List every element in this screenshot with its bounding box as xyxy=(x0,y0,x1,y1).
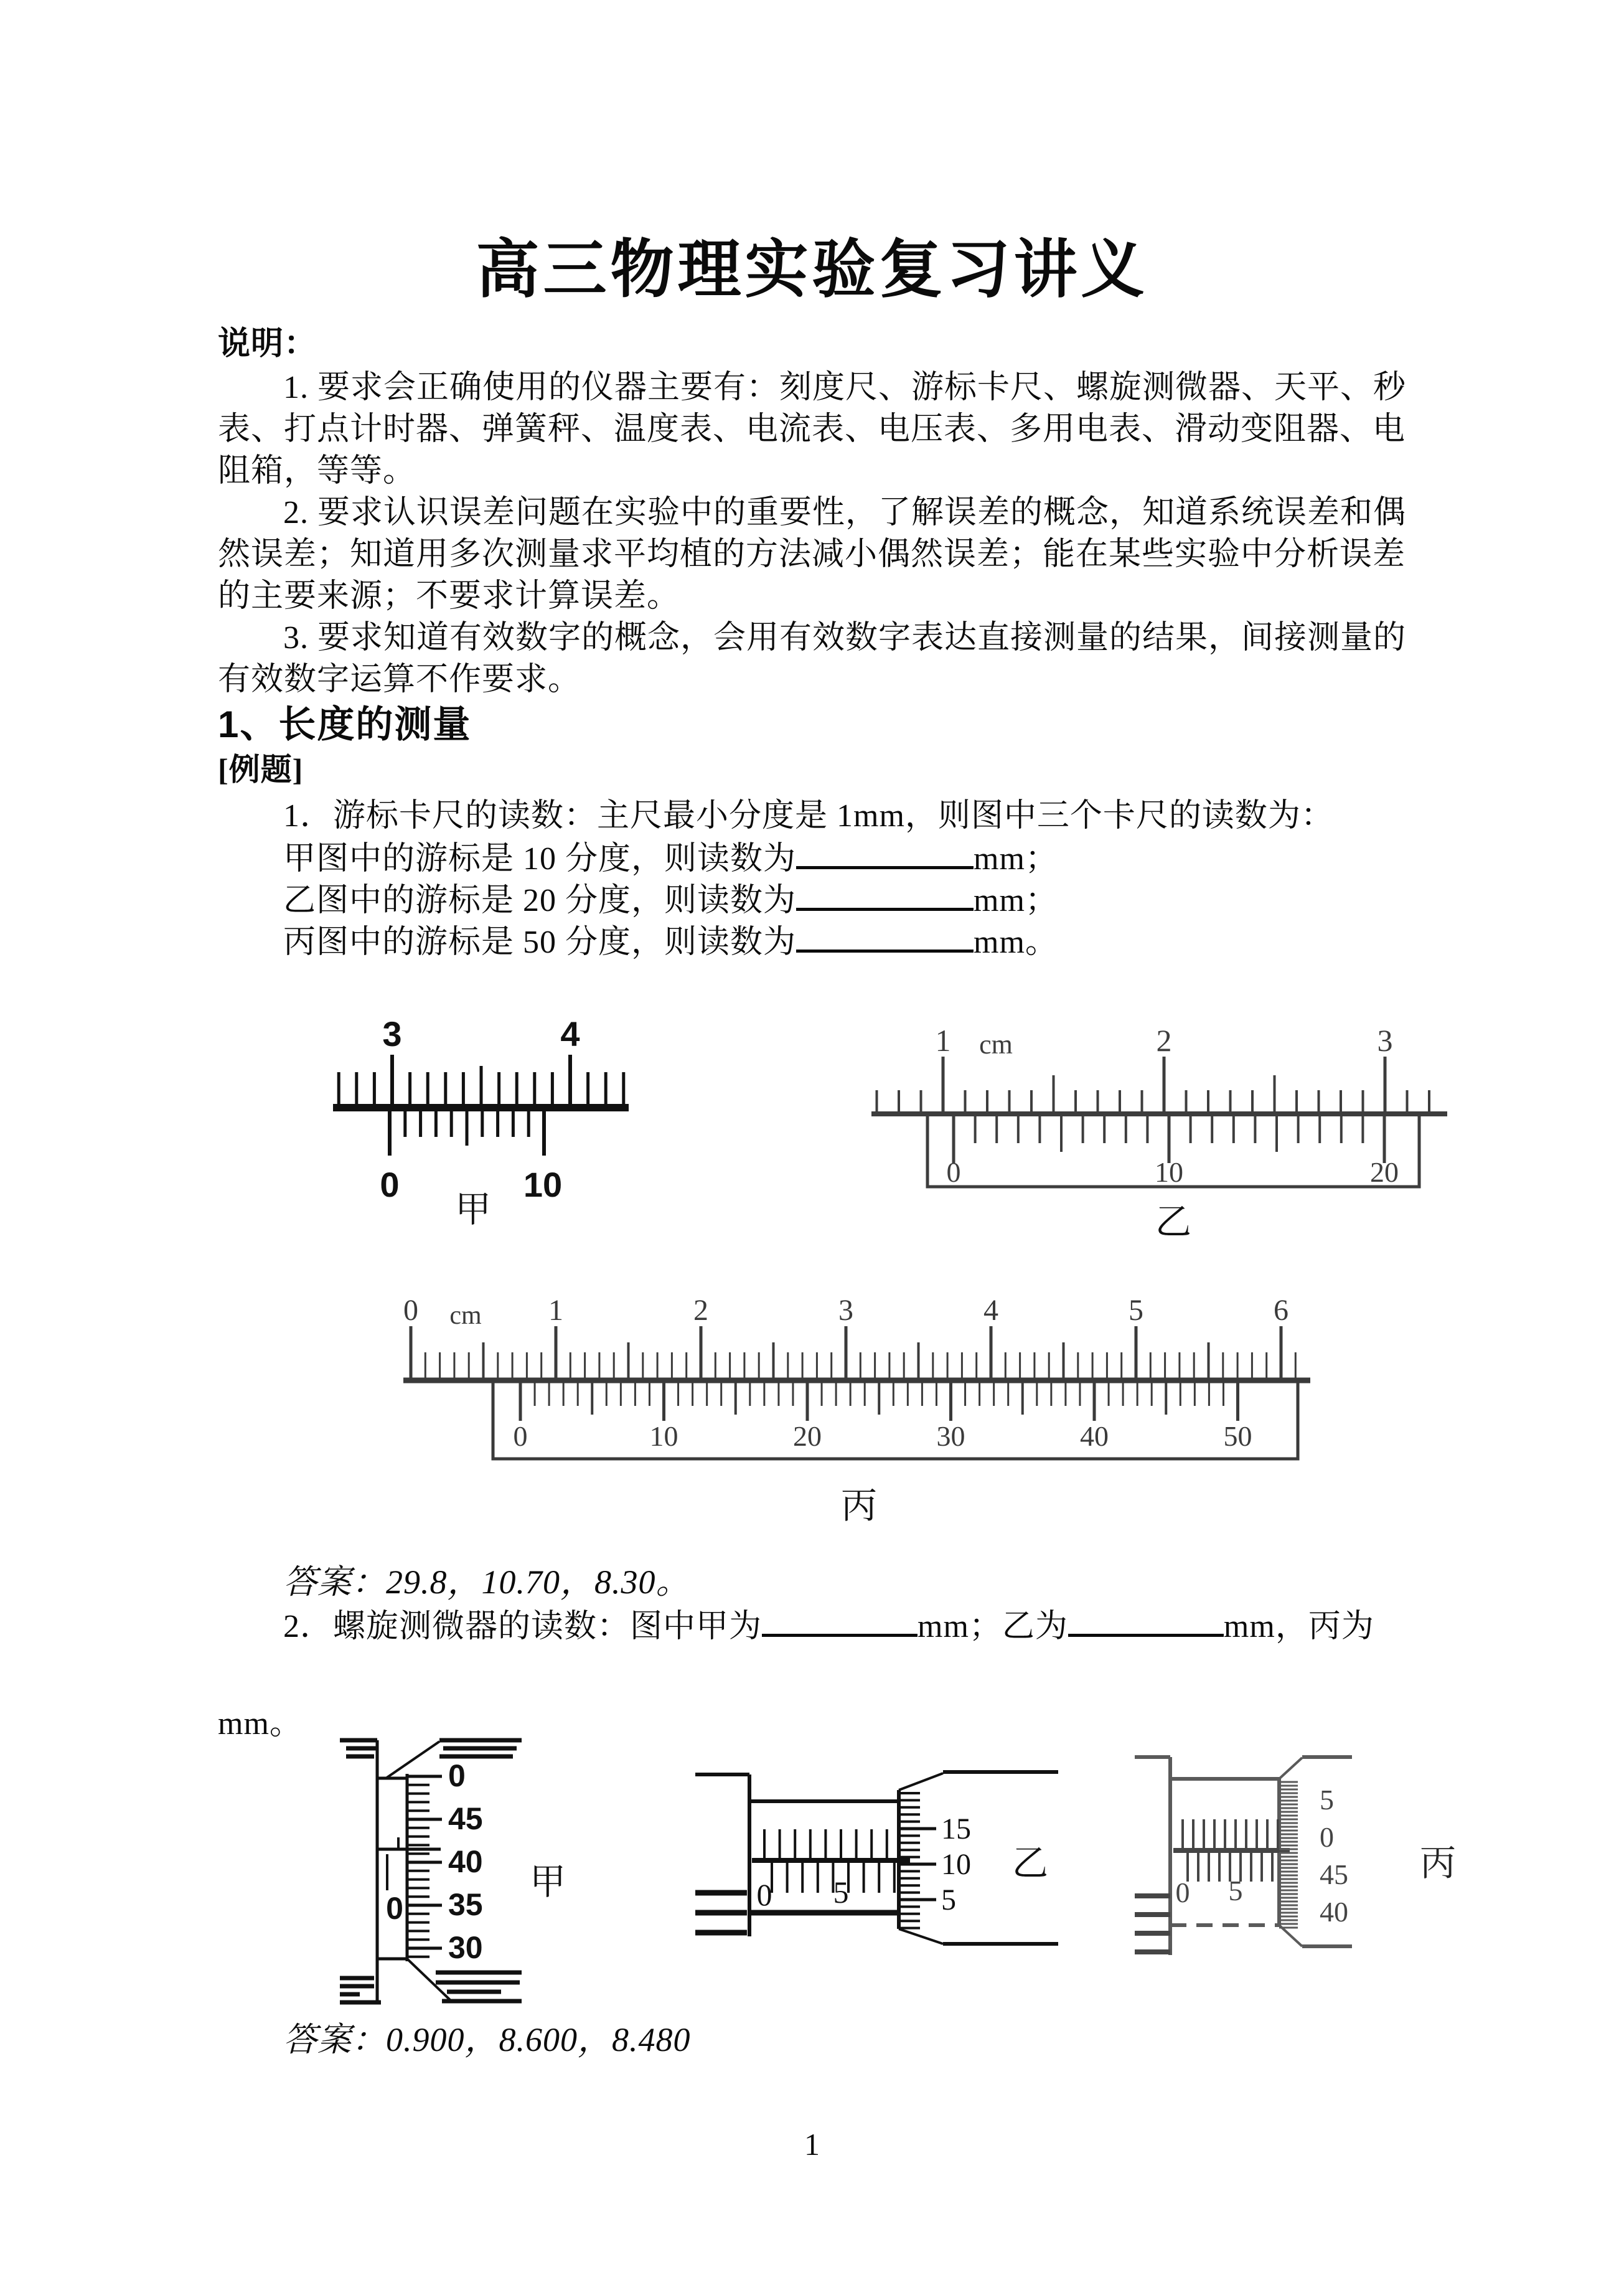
intro-p2-line2: 然误差；知道用多次测量求平均植的方法减小偶然误差；能在某些实验中分析误差 xyxy=(218,537,1406,572)
q1-bing-pre: 丙图中的游标是 50 分度，则读数为 xyxy=(283,925,797,960)
caliper-yi-vernier-number: 10 xyxy=(1155,1156,1183,1188)
micrometer-yi-thimble-number: 5 xyxy=(941,1883,956,1916)
caliper-bing-vernier-number: 20 xyxy=(793,1420,822,1452)
caliper-yi-caption: 乙 xyxy=(1155,1202,1192,1242)
caliper-yi-unit-label: cm xyxy=(979,1029,1013,1060)
caliper-bing-vernier-number: 50 xyxy=(1223,1420,1252,1452)
micrometer-jia-thimble-number: 30 xyxy=(448,1930,483,1965)
q1-yi-post: mm； xyxy=(974,883,1058,918)
intro-p3-line1: 3. 要求知道有效数字的概念，会用有效数字表达直接测量的结果，间接测量的 xyxy=(283,620,1407,656)
caliper-bing-main-number: 1 xyxy=(548,1294,563,1327)
micrometer-bing-thimble-number: 0 xyxy=(1320,1821,1334,1853)
caliper-yi-main-number: 3 xyxy=(1377,1023,1393,1058)
micrometer-jia-thimble-number: 0 xyxy=(448,1758,466,1793)
caliper-bing-unit-label: cm xyxy=(449,1301,482,1330)
q2-mid1: mm；乙为 xyxy=(918,1609,1068,1644)
caliper-bing-main-number: 5 xyxy=(1129,1294,1143,1327)
caliper-bing-main-number: 6 xyxy=(1274,1294,1288,1327)
caliper-jia-main-number: 4 xyxy=(560,1014,580,1053)
example-tag: [例题] xyxy=(218,752,304,787)
caliper-yi-main-number: 2 xyxy=(1156,1023,1172,1058)
q1-intro: 1．游标卡尺的读数：主尺最小分度是 1mm，则图中三个卡尺的读数为： xyxy=(283,798,1334,834)
q2-pre: 2．螺旋测微器的读数：图中甲为 xyxy=(283,1609,763,1644)
intro-p2-line1: 2. 要求认识误差问题在实验中的重要性，了解误差的概念，知道系统误差和偶 xyxy=(283,495,1407,530)
micrometer-bing-sleeve-number: 0 xyxy=(1175,1877,1190,1908)
q2-mid2: mm，丙为 xyxy=(1223,1609,1374,1644)
page-title: 高三物理实验复习讲义 xyxy=(476,234,1148,305)
caliper-yi-figure xyxy=(871,1023,1447,1242)
caliper-bing-main-number: 2 xyxy=(693,1294,708,1327)
caliper-bing-vernier-number: 40 xyxy=(1080,1420,1109,1452)
micrometer-bing-thimble-number: 45 xyxy=(1320,1859,1348,1890)
micrometer-yi-figure xyxy=(695,1772,1058,1944)
q2-answer: 答案：0.900，8.600，8.480 xyxy=(283,2021,691,2058)
q1-yi-pre: 乙图中的游标是 20 分度，则读数为 xyxy=(283,883,797,918)
caliper-bing-main-number: 3 xyxy=(838,1294,853,1327)
intro-p1-line2: 表、打点计时器、弹簧秤、温度表、电流表、电压表、多用电表、滑动变阻器、电 xyxy=(218,412,1406,447)
q2-line-tail: mm。 xyxy=(218,1706,303,1741)
q1-answer: 答案：29.8，10.70，8.30。 xyxy=(283,1563,690,1601)
micrometer-yi-caption: 乙 xyxy=(1011,1843,1049,1883)
caliper-bing-main-number: 4 xyxy=(983,1294,998,1327)
caliper-yi-vernier-number: 0 xyxy=(946,1156,961,1188)
caliper-yi-vernier-number: 20 xyxy=(1370,1156,1399,1188)
micrometer-bing-thimble-number: 40 xyxy=(1320,1896,1348,1928)
caliper-bing-vernier-number: 0 xyxy=(513,1420,528,1452)
caliper-yi-main-number: 1 xyxy=(935,1023,951,1058)
micrometer-yi-thimble-number: 15 xyxy=(941,1812,971,1845)
caliper-bing-main-number: 0 xyxy=(403,1294,418,1327)
micrometer-bing-thimble-number: 5 xyxy=(1320,1784,1334,1816)
caliper-bing-vernier-number: 30 xyxy=(936,1420,965,1452)
micrometer-yi-sleeve-number: 5 xyxy=(833,1875,849,1910)
caliper-bing-vernier-number: 10 xyxy=(649,1420,678,1452)
caliper-jia-main-number: 3 xyxy=(382,1014,402,1053)
intro-p1-line1: 1. 要求会正确使用的仪器主要有：刻度尺、游标卡尺、螺旋测微器、天平、秒 xyxy=(283,370,1407,405)
q1-bing-post: mm。 xyxy=(974,925,1058,960)
micrometer-jia-thimble-number: 35 xyxy=(448,1887,483,1922)
caliper-jia-figure xyxy=(333,1014,629,1230)
micrometer-jia-caption: 甲 xyxy=(529,1862,566,1902)
caliper-bing-caption: 丙 xyxy=(840,1486,878,1526)
q1-jia-pre: 甲图中的游标是 10 分度，则读数为 xyxy=(283,841,797,877)
micrometer-jia-thimble-number: 40 xyxy=(448,1844,483,1879)
intro-p1-line3: 阻箱，等等。 xyxy=(218,453,416,489)
intro-heading: 说明： xyxy=(218,326,317,362)
q1-jia-post: mm； xyxy=(974,841,1058,877)
micrometer-bing-sleeve-number: 5 xyxy=(1228,1875,1243,1906)
micrometer-jia-sleeve-number: 0 xyxy=(386,1891,403,1926)
intro-p3-line2: 有效数字运算不作要求。 xyxy=(218,662,581,697)
micrometer-bing-caption: 丙 xyxy=(1419,1843,1457,1883)
intro-p2-line3: 的主要来源；不要求计算误差。 xyxy=(218,578,680,614)
micrometer-bing-figure xyxy=(1135,1757,1456,1955)
caliper-bing-figure xyxy=(403,1294,1310,1526)
micrometer-yi-thimble-number: 10 xyxy=(941,1848,971,1881)
page-number: 1 xyxy=(804,2127,820,2162)
caliper-jia-caption: 甲 xyxy=(454,1189,492,1230)
section1-heading: 1、长度的测量 xyxy=(218,704,472,745)
micrometer-jia-figure xyxy=(340,1740,566,2002)
micrometer-jia-thimble-number: 45 xyxy=(448,1801,483,1836)
caliper-jia-vernier-number: 10 xyxy=(523,1165,563,1204)
caliper-jia-vernier-number: 0 xyxy=(380,1165,400,1204)
micrometer-yi-sleeve-number: 0 xyxy=(756,1877,772,1912)
